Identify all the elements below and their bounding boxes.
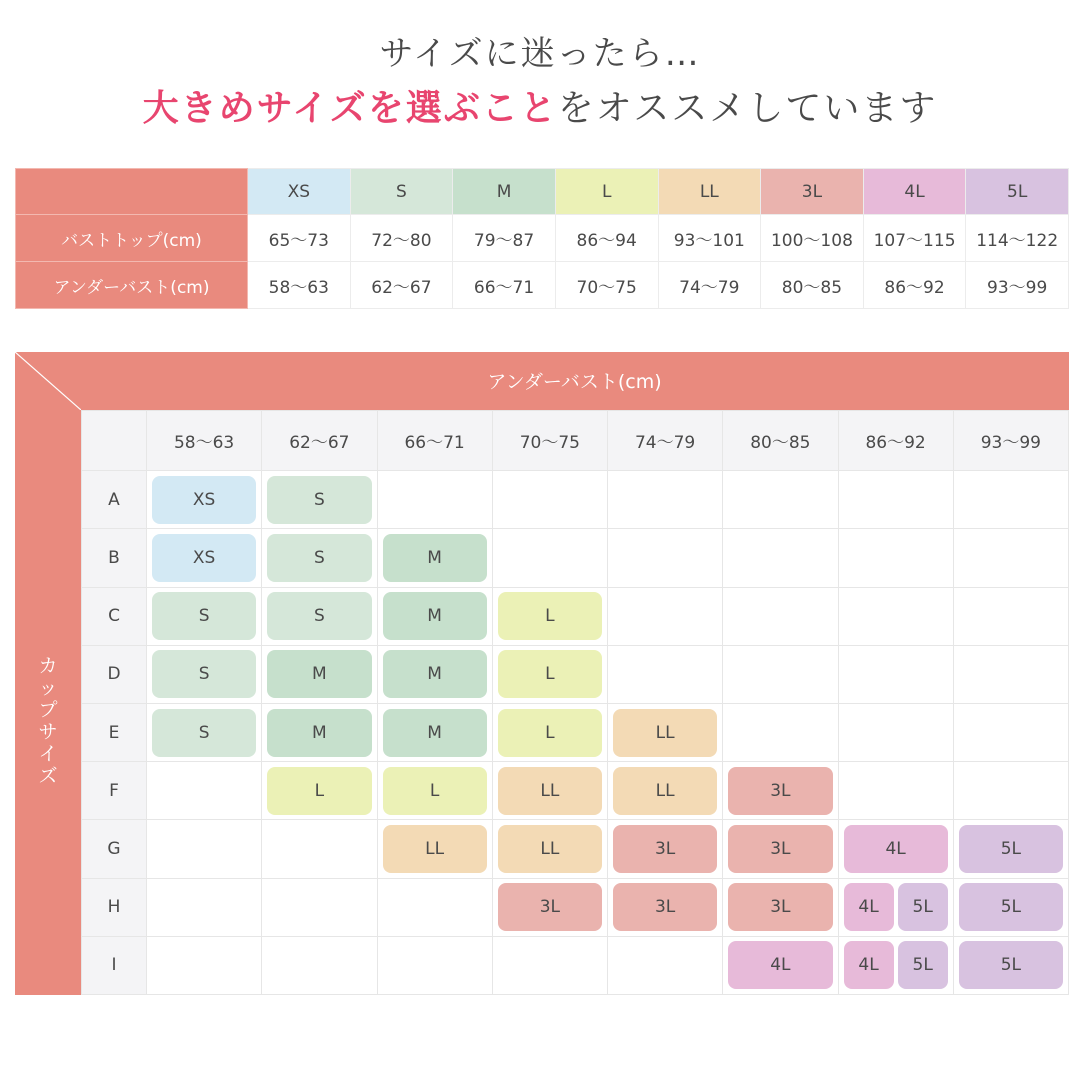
size-badge-ll: LL [498, 825, 602, 873]
size-badge-5l: 5L [959, 883, 1063, 931]
grid-cell [723, 936, 838, 994]
size-badge-4l: 4L [844, 825, 948, 873]
size-row-label: アンダーバスト(cm) [16, 262, 248, 309]
grid-cell [377, 471, 492, 529]
cup-label: E [82, 703, 147, 761]
grid-cell [492, 936, 607, 994]
headline-accent: 大きめサイズを選ぶこと [142, 88, 558, 129]
size-badge-ll: LL [498, 767, 602, 815]
underbust-column-header: 58〜63 [147, 411, 262, 471]
grid-cell [262, 820, 377, 878]
grid-cell [608, 645, 723, 703]
size-badge-3l: 3L [613, 825, 717, 873]
size-badge-3l: 3L [613, 883, 717, 931]
underbust-column-header: 80〜85 [723, 411, 838, 471]
size-value: 65〜73 [248, 215, 351, 262]
grid-cell [723, 878, 838, 936]
grid-cell [492, 529, 607, 587]
underbust-title: アンダーバスト(cm) [487, 371, 662, 393]
grid-cell [723, 645, 838, 703]
size-badge-ll: LL [613, 709, 717, 757]
grid-cell [147, 587, 262, 645]
size-value: 93〜101 [658, 215, 761, 262]
cup-row-h [82, 878, 1069, 936]
grid-cell [608, 820, 723, 878]
size-badge-m: M [383, 709, 487, 757]
size-header-3l: 3L [761, 169, 864, 215]
grid-cell [262, 529, 377, 587]
size-value: 114〜122 [966, 215, 1069, 262]
cup-row-a [82, 471, 1069, 529]
cup-size-label: カ ッ プ サ イ ズ [38, 655, 58, 787]
grid-cell [262, 878, 377, 936]
size-badge-l: L [498, 709, 602, 757]
grid-cell [492, 645, 607, 703]
size-value: 79〜87 [453, 215, 556, 262]
grid-cell [377, 762, 492, 820]
size-badge-m: M [267, 709, 371, 757]
size-value: 86〜92 [863, 262, 966, 309]
grid-cell [838, 703, 953, 761]
grid-cell [953, 878, 1068, 936]
grid-cell [608, 703, 723, 761]
size-badge-xs: XS [152, 534, 256, 582]
grid-cell [838, 762, 953, 820]
size-table-corner [16, 169, 248, 215]
cup-label: B [82, 529, 147, 587]
size-badge-5l: 5L [898, 883, 948, 931]
size-badge-l: L [383, 767, 487, 815]
size-badge-5l: 5L [898, 941, 948, 989]
size-badge-s: S [267, 534, 371, 582]
grid-cell [723, 703, 838, 761]
size-badge-3l: 3L [728, 883, 832, 931]
grid-cell [377, 703, 492, 761]
size-badge-s: S [152, 709, 256, 757]
grid-cell [262, 471, 377, 529]
grid-cell [723, 471, 838, 529]
cup-size-side [15, 410, 81, 995]
grid-cell [723, 762, 838, 820]
size-value: 80〜85 [761, 262, 864, 309]
cup-row-e [82, 703, 1069, 761]
size-value: 74〜79 [658, 262, 761, 309]
size-value: 62〜67 [350, 262, 453, 309]
grid-cell [492, 878, 607, 936]
size-badge-m: M [383, 650, 487, 698]
grid-cell [377, 936, 492, 994]
size-value: 70〜75 [555, 262, 658, 309]
size-value: 66〜71 [453, 262, 556, 309]
size-badge-4l: 4L [844, 941, 894, 989]
size-table-row [16, 215, 1069, 262]
grid-cell [838, 587, 953, 645]
grid-cell [608, 878, 723, 936]
size-row-label: バストトップ(cm) [16, 215, 248, 262]
cup-label: C [82, 587, 147, 645]
grid-cell [262, 936, 377, 994]
headline-rest: をオススメしています [557, 88, 938, 129]
underbust-column-header: 93〜99 [953, 411, 1068, 471]
grid-cell [953, 820, 1068, 878]
size-header-l: L [555, 169, 658, 215]
size-value: 58〜63 [248, 262, 351, 309]
size-badge-3l: 3L [728, 767, 832, 815]
grid-cell [377, 645, 492, 703]
size-badge-s: S [267, 592, 371, 640]
grid-cell [953, 762, 1068, 820]
grid-cell [492, 587, 607, 645]
grid-cell [147, 878, 262, 936]
size-chart-table [15, 168, 1069, 309]
size-badge-l: L [498, 592, 602, 640]
grid-cell [492, 762, 607, 820]
grid-cell [953, 703, 1068, 761]
size-badge-pair [844, 941, 948, 989]
grid-cell [492, 820, 607, 878]
size-badge-m: M [267, 650, 371, 698]
cup-row-c [82, 587, 1069, 645]
grid-cell [953, 471, 1068, 529]
cup-row-b [82, 529, 1069, 587]
size-badge-4l: 4L [728, 941, 832, 989]
grid-cell [723, 529, 838, 587]
grid-cell [953, 529, 1068, 587]
grid-cell [838, 471, 953, 529]
cup-size-chart [15, 352, 1069, 995]
grid-cell [953, 587, 1068, 645]
size-value: 86〜94 [555, 215, 658, 262]
cup-label: I [82, 936, 147, 994]
grid-cell [723, 820, 838, 878]
size-badge-l: L [267, 767, 371, 815]
underbust-column-header: 70〜75 [492, 411, 607, 471]
grid-cell [838, 878, 953, 936]
cup-row-i [82, 936, 1069, 994]
size-badge-4l: 4L [844, 883, 894, 931]
size-header-s: S [350, 169, 453, 215]
grid-cell [147, 936, 262, 994]
grid-cell [147, 645, 262, 703]
size-header-4l: 4L [863, 169, 966, 215]
underbust-column-header: 66〜71 [377, 411, 492, 471]
headline-line-2 [0, 80, 1080, 131]
grid-cell [147, 471, 262, 529]
size-badge-3l: 3L [498, 883, 602, 931]
size-badge-s: S [267, 476, 371, 524]
grid-cell [262, 703, 377, 761]
size-badge-3l: 3L [728, 825, 832, 873]
grid-cell [147, 529, 262, 587]
size-header-ll: LL [658, 169, 761, 215]
grid-cell [608, 529, 723, 587]
grid-corner [82, 411, 147, 471]
grid-cell [608, 762, 723, 820]
size-badge-5l: 5L [959, 825, 1063, 873]
size-badge-ll: LL [613, 767, 717, 815]
grid-cell [838, 529, 953, 587]
size-badge-xs: XS [152, 476, 256, 524]
size-badge-m: M [383, 592, 487, 640]
headline-line-1: サイズに迷ったら… [379, 34, 701, 74]
cup-row-d [82, 645, 1069, 703]
size-value: 100〜108 [761, 215, 864, 262]
size-header-5l: 5L [966, 169, 1069, 215]
cup-size-grid [81, 410, 1069, 995]
grid-cell [492, 471, 607, 529]
cup-label: G [82, 820, 147, 878]
size-badge-pair [844, 883, 948, 931]
grid-cell [377, 529, 492, 587]
grid-cell [608, 936, 723, 994]
cup-label: A [82, 471, 147, 529]
grid-cell [147, 762, 262, 820]
cup-row-g [82, 820, 1069, 878]
grid-cell [262, 645, 377, 703]
cup-label: H [82, 878, 147, 936]
grid-cell [608, 587, 723, 645]
size-header-m: M [453, 169, 556, 215]
grid-cell [147, 703, 262, 761]
grid-cell [262, 762, 377, 820]
size-badge-s: S [152, 650, 256, 698]
grid-cell [723, 587, 838, 645]
grid-cell [953, 936, 1068, 994]
size-value: 72〜80 [350, 215, 453, 262]
grid-cell [838, 936, 953, 994]
cup-label: F [82, 762, 147, 820]
underbust-column-header: 74〜79 [608, 411, 723, 471]
size-badge-m: M [383, 534, 487, 582]
grid-cell [377, 878, 492, 936]
grid-cell [377, 820, 492, 878]
size-badge-s: S [152, 592, 256, 640]
grid-cell [838, 645, 953, 703]
grid-cell [147, 820, 262, 878]
grid-cell [262, 587, 377, 645]
grid-cell [377, 587, 492, 645]
grid-cell [953, 645, 1068, 703]
cup-label: D [82, 645, 147, 703]
grid-cell [492, 703, 607, 761]
size-value: 93〜99 [966, 262, 1069, 309]
underbust-column-header: 62〜67 [262, 411, 377, 471]
size-value: 107〜115 [863, 215, 966, 262]
size-badge-5l: 5L [959, 941, 1063, 989]
size-header-xs: XS [248, 169, 351, 215]
cup-row-f [82, 762, 1069, 820]
grid-cell [838, 820, 953, 878]
size-badge-l: L [498, 650, 602, 698]
size-table-row [16, 262, 1069, 309]
underbust-column-header: 86〜92 [838, 411, 953, 471]
grid-cell [608, 471, 723, 529]
size-badge-ll: LL [383, 825, 487, 873]
